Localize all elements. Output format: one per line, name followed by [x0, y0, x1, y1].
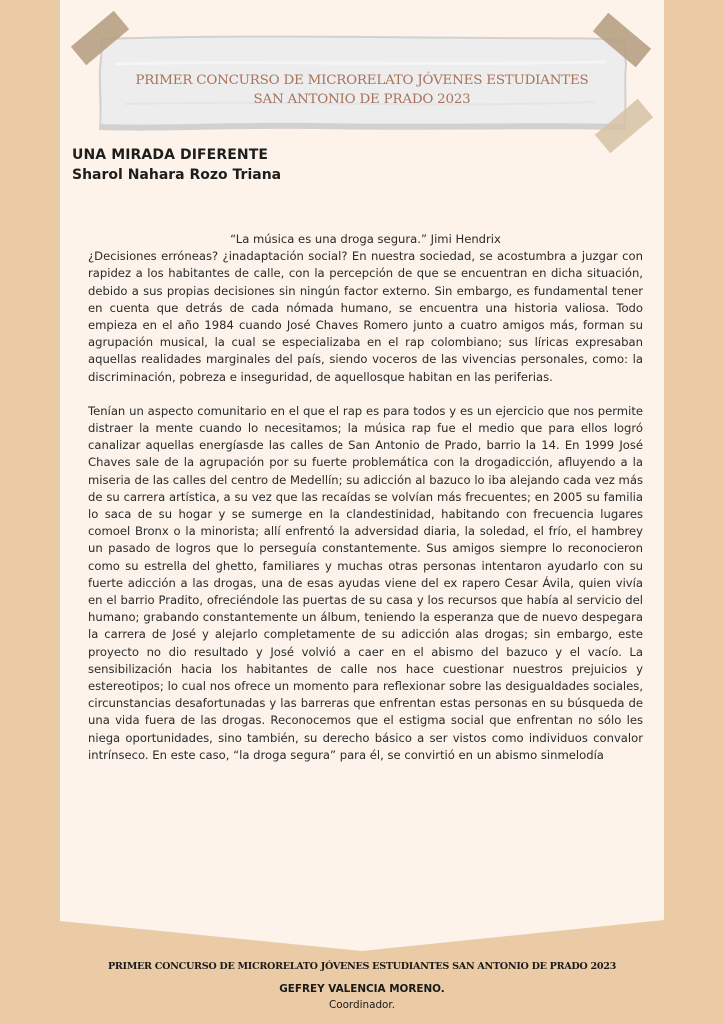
banner-line-2: SAN ANTONIO DE PRADO 2023	[253, 92, 471, 107]
paragraph-1: ¿Decisiones erróneas? ¿inadaptación social? En nuestra sociedad, se acostumbra a juzgar con rapidez a los habitantes de calle, con la percepción de que se encuentran en dicha situación, debido a sus propias decisiones sin ningún factor externo. Sin embargo, es fundamental tener en cuenta que detrás de cada nómada humano, se encuentra una historia valiosa. Todo empieza en el año 1984 cuando José Chaves Romero junto a cuatro amigos más, forman su agrupación musical, la cual se especializaba en el rap colombiano; sus líricas expresaban aquellas realidades marginales del país, siendo voceros de las vivencias personales, como: la discriminación, pobreza e inseguridad, de aquellosque habitan en las periferias.	[88, 249, 643, 384]
footer-coordinator-role: Coordinador.	[328, 999, 396, 1011]
footer-coordinator-name: GEFREY VALENCIA MORENO.	[279, 983, 445, 995]
footer-contest-title: PRIMER CONCURSO DE MICRORELATO JÓVENES ESTUDIANTES SAN ANTONIO DE PRADO 2023	[107, 961, 617, 972]
story-title: UNA MIRADA DIFERENTE	[72, 147, 269, 163]
banner-line-1: PRIMER CONCURSO DE MICRORELATO JÓVENES ESTUDIANTES	[135, 73, 589, 88]
story-body	[88, 231, 643, 764]
paragraph-2: Tenían un aspecto comunitario en el que el rap es para todos y es un ejercicio que nos permite distraer la mente cuando lo necesitamos; la música rap fue el medio que para ellos logró canalizar aquellas energíasde las calles de San Antonio de Prado, barrio la 14. En 1999 José Chaves sale de la agrupación por su fuerte problemática con la drogadicción, afluyendo a la miseria de las calles del centro de Medellín; su adicción al bazuco lo iba alejando cada vez más de su carrera artística, a su vez que las recaídas se volvían más frecuentes; en 2005 su familia lo saca de su hogar y se sumerge en la clandestinidad, habitando con frecuencia lugares comoel Bronx o la minorista; allí enfrentó la adversidad diaria, la soledad, el frío, el hambrey un pasado de logros que lo perseguía constantemente. Sus amigos siempre lo reconocieron como su estrella del ghetto, familiares y muchas otras personas intentaron ayudarlo con su fuerte adicción a las drogas, una de esas ayudas viene del ex rapero Cesar Ávila, quien vivía en el barrio Pradito, ofreciéndole las puertas de su casa y los recursos que había al servicio del humano; grabando constantemente un álbum, teniendo la esperanza que de nuevo despegara la carrera de José y alejarlo completamente de su adicción alas drogas; sin embargo, este proyecto no dio resultado y José volvió a caer en el abismo del bazuco y el vacío. La sensibilización hacia los habitantes de calle nos hace cuestionar nuestros prejuicios y estereotipos; lo cual nos ofrece un momento para reflexionar sobre las desigualdades sociales, circunstancias desafortunadas y las barreras que enfrentan estas personas en su búsqueda de una vida fuera de las drogas. Reconocemos que el estigma social que enfrentan no sólo les niega oportunidades, sino también, su derecho básico a ser vistos como individuos convalor intrínseco. En este caso, “la droga segura” para él, se convirtió en un abismo sinmelodía	[88, 403, 643, 762]
epigraph: “La música es una droga segura.” Jimi Hendrix	[230, 232, 501, 246]
title-banner	[95, 34, 629, 134]
story-author: Sharol Nahara Rozo Triana	[72, 167, 282, 183]
